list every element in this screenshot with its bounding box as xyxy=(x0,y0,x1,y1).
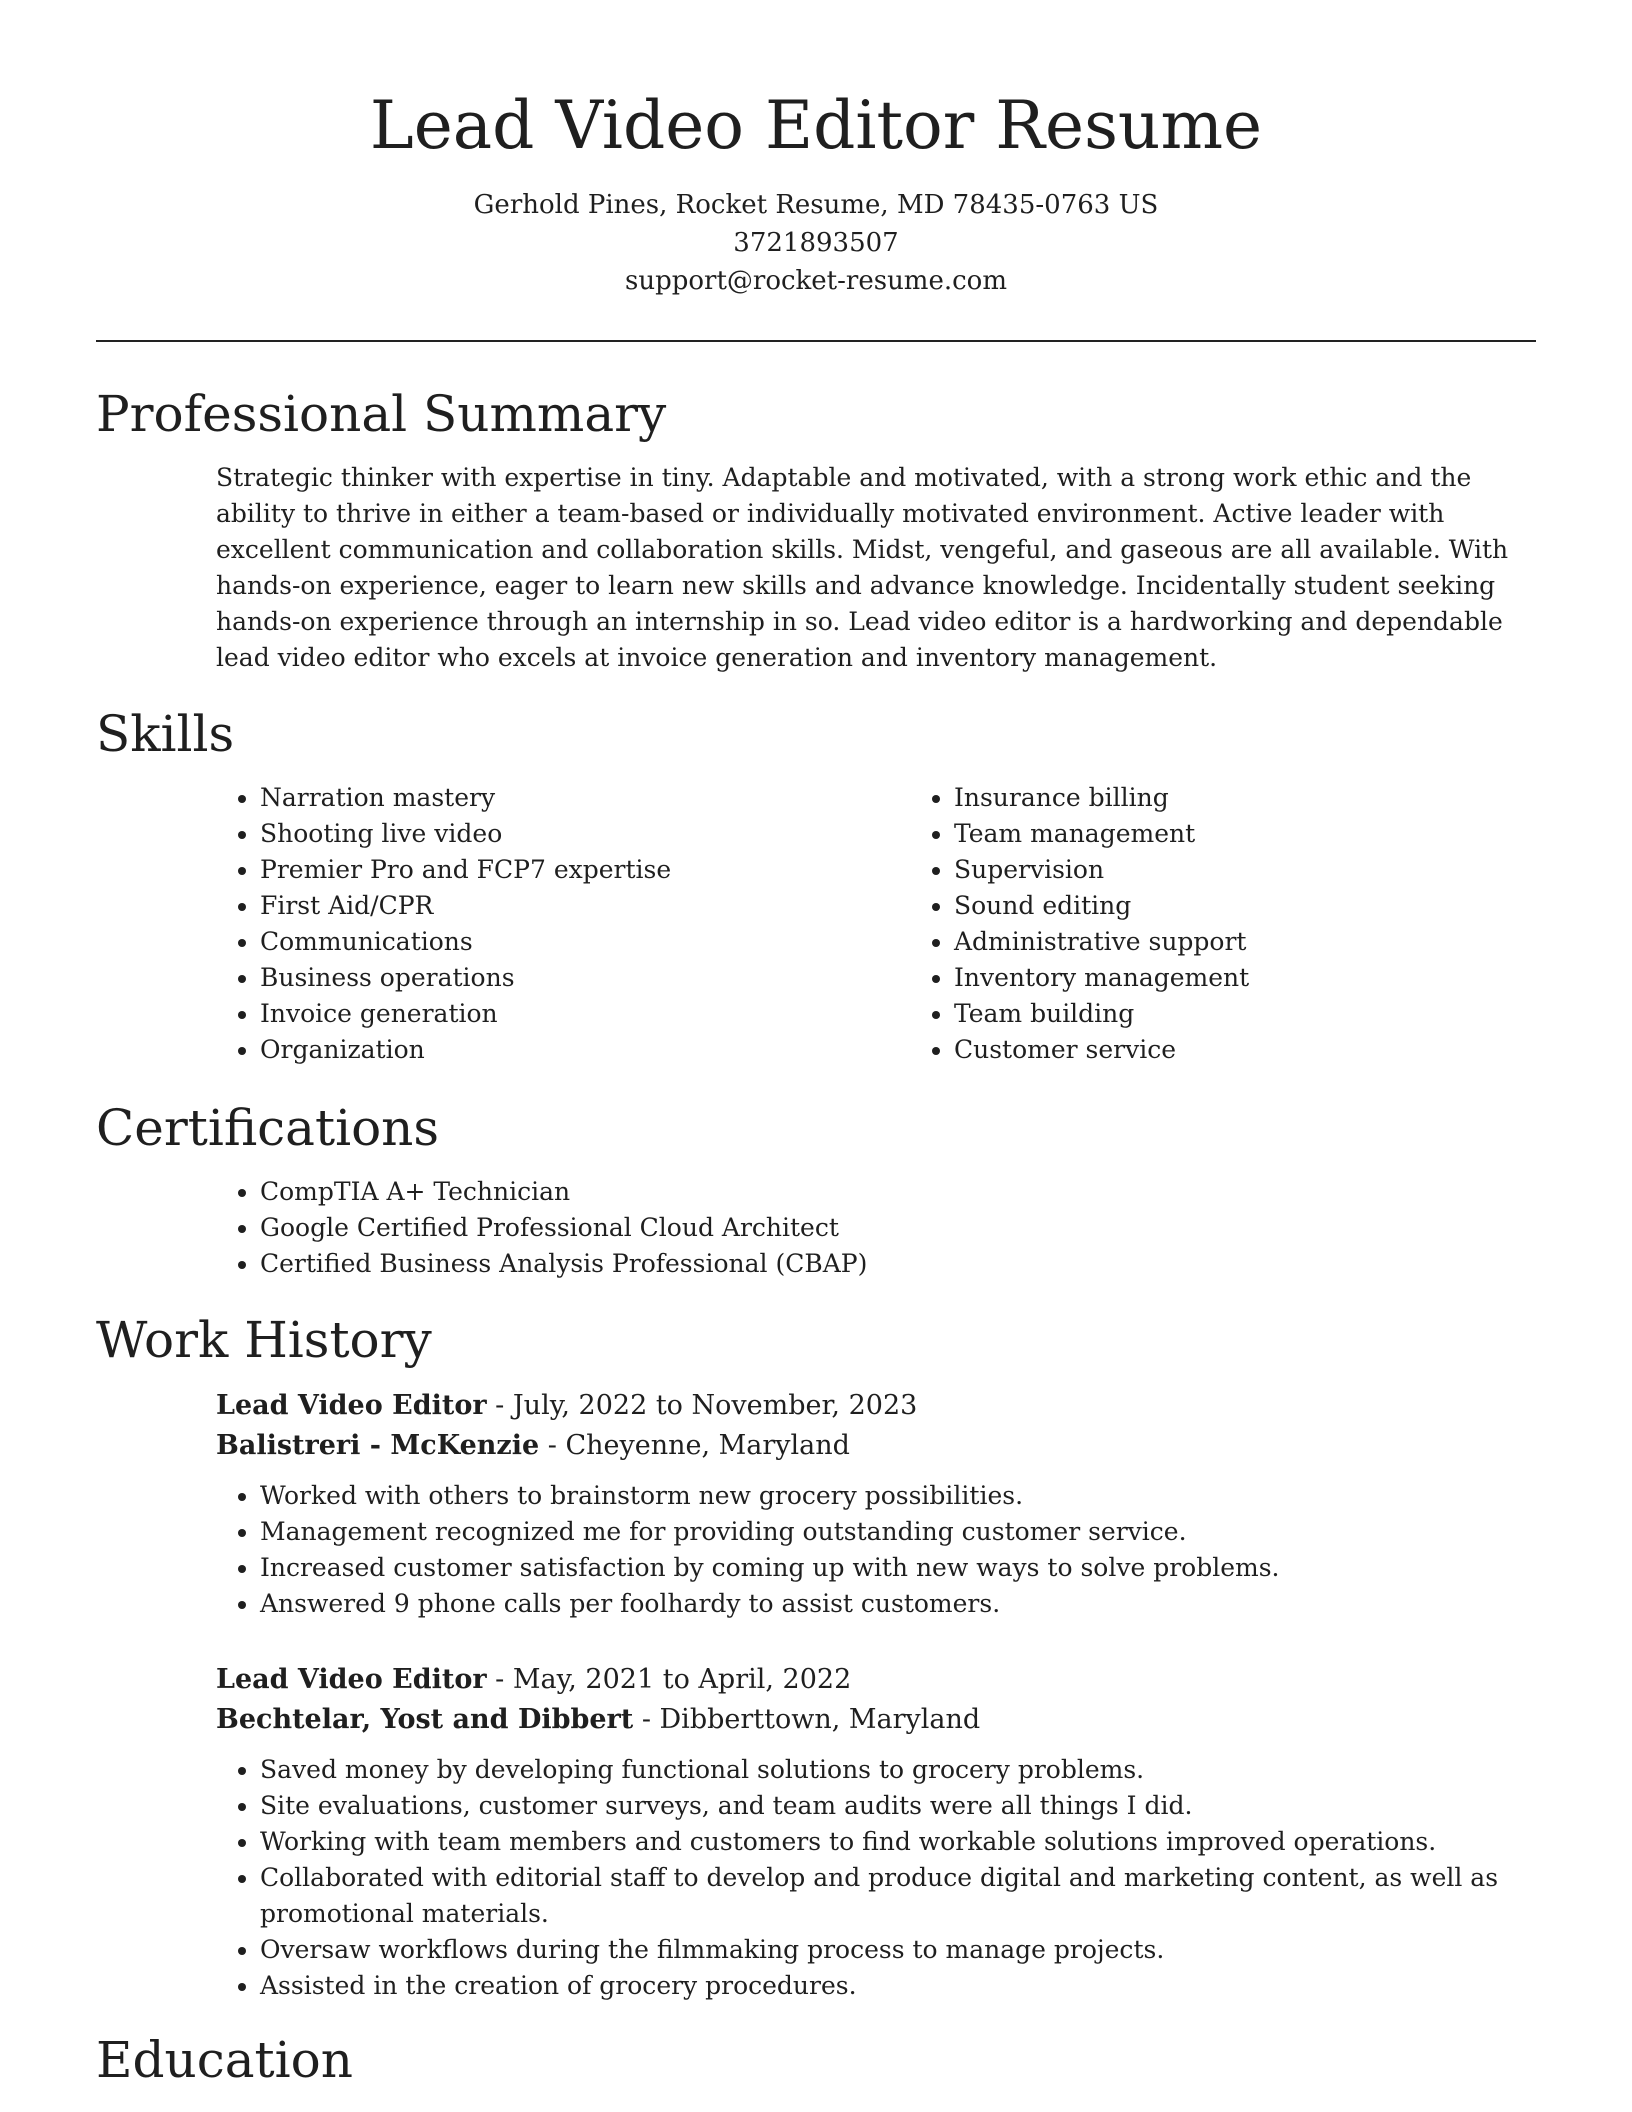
work-history-section xyxy=(96,1310,1536,2004)
header-divider xyxy=(96,340,1536,342)
skills-list-left xyxy=(216,780,910,1068)
job-company-line xyxy=(216,1700,1536,1740)
contact-phone: 3721893507 xyxy=(733,228,899,258)
skill-item: • Narration mastery xyxy=(260,780,910,816)
job-company: Balistreri - McKenzie xyxy=(216,1430,540,1461)
work-history-body xyxy=(216,1386,1536,2004)
skills-list-right xyxy=(910,780,1604,1068)
job-bullets xyxy=(216,1478,1536,1622)
job-location: - Dibberttown, Maryland xyxy=(633,1704,981,1735)
resume-title: Lead Video Editor Resume xyxy=(369,87,1263,164)
job-company: Bechtelar, Yost and Dibbert xyxy=(216,1704,634,1735)
job-bullet: • Worked with others to brainstorm new grocery possibilities. xyxy=(260,1478,1536,1514)
job-title-line xyxy=(216,1386,1536,1426)
job-title: Lead Video Editor xyxy=(216,1664,487,1695)
certifications-body xyxy=(216,1174,1536,1282)
certifications-section xyxy=(96,1098,1536,1282)
job-dates: - July, 2022 to November, 2023 xyxy=(486,1390,918,1421)
skill-item: • Communications xyxy=(260,924,910,960)
skill-item: • Insurance billing xyxy=(954,780,1604,816)
summary-text: Strategic thinker with expertise in tiny. Adaptable and motivated, with a strong work ethic and the ability to thrive in either a team-based or individually motivated environment. Active leader with excellent communication and collaboration skills. Midst, vengeful, and gaseous are all available. With hands-on experience, eager to learn new skills and advance knowledge. Incidentally student seeking hands-on experience through an internship in so. Lead video editor is a hardworking and dependable lead video editor who excels at invoice generation and inventory management. xyxy=(216,463,1509,672)
summary-section xyxy=(96,384,1536,676)
job-bullet: • Increased customer satisfaction by coming up with new ways to solve problems. xyxy=(260,1550,1536,1586)
certifications-list xyxy=(216,1174,1536,1282)
education-section xyxy=(96,2030,1536,2090)
job-bullet: • Saved money by developing functional solutions to grocery problems. xyxy=(260,1752,1536,1788)
certification-item: • Google Certified Professional Cloud Architect xyxy=(260,1210,1536,1246)
skill-item: • First Aid/CPR xyxy=(260,888,910,924)
work-history-heading: Work History xyxy=(96,1311,432,1369)
job-title: Lead Video Editor xyxy=(216,1390,487,1421)
job-bullet: • Oversaw workflows during the filmmaking process to manage projects. xyxy=(260,1932,1536,1968)
summary-heading: Professional Summary xyxy=(96,385,667,443)
skills-heading: Skills xyxy=(96,705,235,763)
skill-item: • Team building xyxy=(954,996,1604,1032)
skill-item: • Sound editing xyxy=(954,888,1604,924)
skill-item: • Supervision xyxy=(954,852,1604,888)
contact-address: Gerhold Pines, Rocket Resume, MD 78435-0763 US xyxy=(473,190,1159,220)
education-heading: Education xyxy=(96,2031,353,2089)
job-bullet: • Collaborated with editorial staff to develop and produce digital and marketing content, as well as promotional materials. xyxy=(260,1860,1536,1932)
job-bullet: • Working with team members and customers to find workable solutions improved operations. xyxy=(260,1824,1536,1860)
job-bullet: • Assisted in the creation of grocery procedures. xyxy=(260,1968,1536,2004)
certification-item: • CompTIA A+ Technician xyxy=(260,1174,1536,1210)
skill-item: • Business operations xyxy=(260,960,910,996)
job-bullet: • Management recognized me for providing outstanding customer service. xyxy=(260,1514,1536,1550)
certifications-heading: Certifications xyxy=(96,1099,440,1157)
skill-item: • Premier Pro and FCP7 expertise xyxy=(260,852,910,888)
job-title-line xyxy=(216,1660,1536,1700)
skills-columns xyxy=(216,780,1536,1068)
contact-email: support@rocket-resume.com xyxy=(624,266,1007,296)
job-company-line xyxy=(216,1426,1536,1466)
job-bullet: • Answered 9 phone calls per foolhardy to assist customers. xyxy=(260,1586,1536,1622)
skill-item: • Inventory management xyxy=(954,960,1604,996)
skill-item: • Invoice generation xyxy=(260,996,910,1032)
job-bullets xyxy=(216,1752,1536,2004)
job-location: - Cheyenne, Maryland xyxy=(539,1430,850,1461)
resume-header xyxy=(0,0,1632,300)
skill-item: • Organization xyxy=(260,1032,910,1068)
certification-item: • Certified Business Analysis Professional (CBAP) xyxy=(260,1246,1536,1282)
skill-item: • Customer service xyxy=(954,1032,1604,1068)
contact-block xyxy=(0,186,1632,300)
skills-section xyxy=(96,704,1536,1068)
job-bullet: • Site evaluations, customer surveys, and team audits were all things I did. xyxy=(260,1788,1536,1824)
job-entry xyxy=(216,1386,1536,1622)
skill-item: • Administrative support xyxy=(954,924,1604,960)
job-dates: - May, 2021 to April, 2022 xyxy=(486,1664,852,1695)
skill-item: • Shooting live video xyxy=(260,816,910,852)
skill-item: • Team management xyxy=(954,816,1604,852)
job-entry xyxy=(216,1660,1536,2004)
